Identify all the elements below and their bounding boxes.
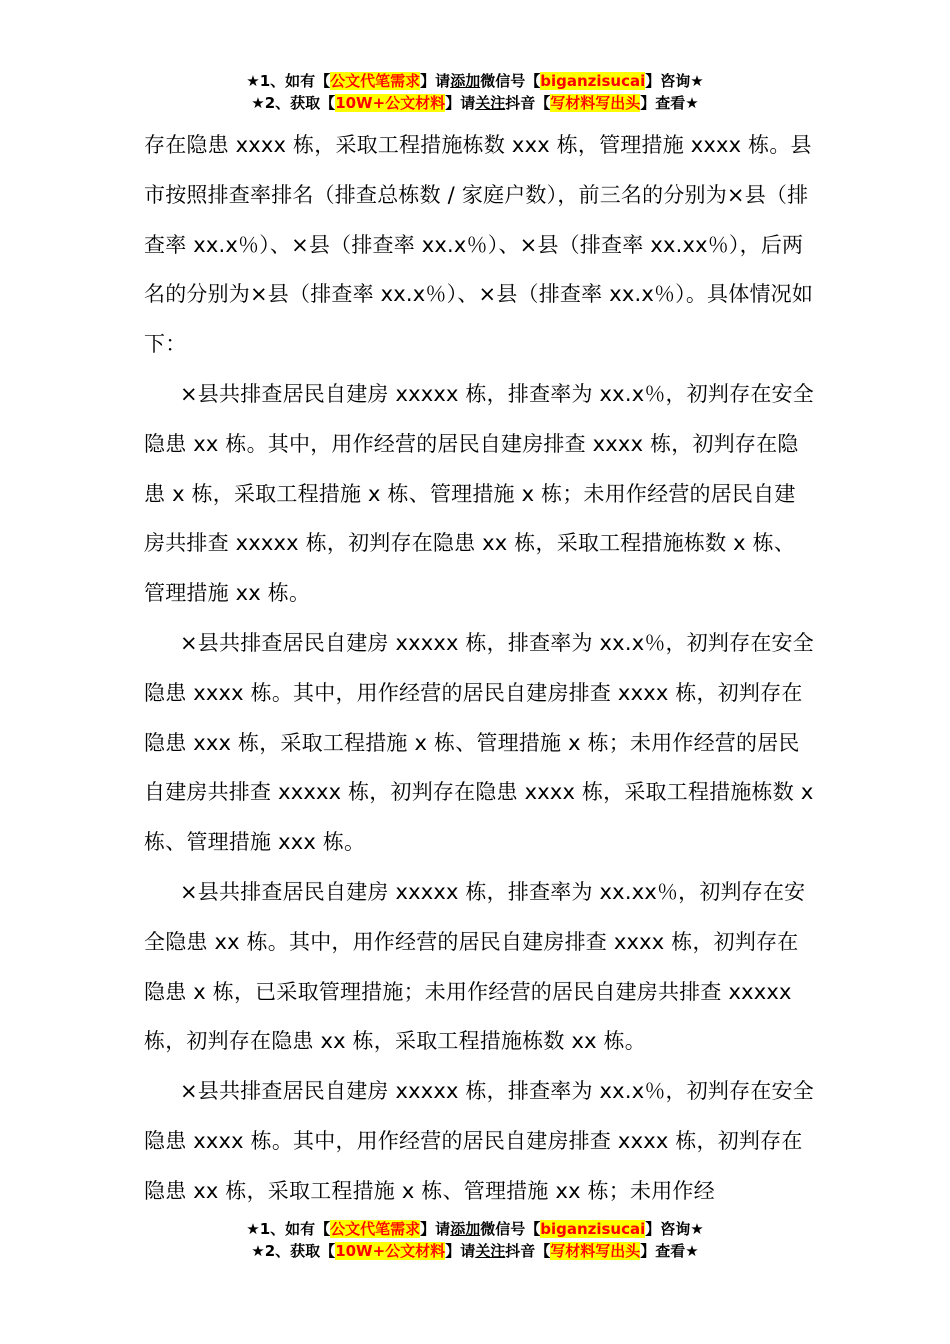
banner-text: 抖音【: [505, 1242, 551, 1260]
banner-emphasis: 添加: [450, 72, 481, 90]
banner-text: ★1、如有【: [246, 1220, 331, 1238]
banner-text: 】请: [420, 1220, 451, 1238]
banner-text: 微信号【: [480, 72, 541, 90]
banner-emphasis: 关注: [475, 94, 506, 112]
banner-text: 】咨询★: [645, 72, 704, 90]
banner-highlight: 公文代笔需求: [330, 72, 421, 90]
banner-line-1: [0, 1218, 950, 1240]
header-banner: [0, 70, 950, 114]
banner-wechat-id: biganzisucai: [540, 1220, 646, 1238]
banner-douyin-id: 写材料写出头: [550, 1242, 641, 1260]
banner-text: ★2、获取【: [251, 1242, 336, 1260]
document-body: [144, 121, 814, 1217]
paragraph-county-2: ×县共排查居民自建房 xxxxx 栋，排查率为 xx.x％，初判存在安全隐患 xxxx 栋。其中，用作经营的居民自建房排查 xxxx 栋，初判存在隐患 xxx 栋，采取工程措施 x 栋、管理措施 x 栋；未用作经营的居民自建房共排查 xxxxx 栋，初判存在隐患 xxxx 栋，采取工程措施栋数 x 栋、管理措施 xxx 栋。: [144, 630, 814, 855]
banner-highlight: 10W+公文材料: [335, 1242, 446, 1260]
paragraph-county-4: ×县共排查居民自建房 xxxxx 栋，排查率为 xx.x％，初判存在安全隐患 xxxx 栋。其中，用作经营的居民自建房排查 xxxx 栋，初判存在隐患 xx 栋，采取工程措施 x 栋、管理措施 xx 栋；未用作经: [144, 1079, 814, 1203]
footer-banner: [0, 1218, 950, 1262]
banner-highlight: 10W+公文材料: [335, 94, 446, 112]
banner-text: 】咨询★: [645, 1220, 704, 1238]
banner-line-2: [0, 1240, 950, 1262]
banner-highlight: 公文代笔需求: [330, 1220, 421, 1238]
banner-text: 微信号【: [480, 1220, 541, 1238]
banner-text: ★1、如有【: [246, 72, 331, 90]
banner-text: 】请: [445, 94, 476, 112]
banner-text: 】请: [420, 72, 451, 90]
banner-douyin-id: 写材料写出头: [550, 94, 641, 112]
paragraph-county-1: ×县共排查居民自建房 xxxxx 栋，排查率为 xx.x％，初判存在安全隐患 xx 栋。其中，用作经营的居民自建房排查 xxxx 栋，初判存在隐患 x 栋，采取工程措施 x 栋、管理措施 x 栋；未用作经营的居民自建房共排查 xxxxx 栋，初判存在隐患 xx 栋，采取工程措施栋数 x 栋、管理措施 xx 栋。: [144, 381, 814, 606]
paragraph-continuation: 存在隐患 xxxx 栋，采取工程措施栋数 xxx 栋，管理措施 xxxx 栋。县市按照排查率排名（排查总栋数 / 家庭户数），前三名的分别为×县（排查率 xx.x％）、×县（排查率 xx.x％）、×县（排查率 xx.xx％），后两名的分别为×县（排查率 xx.x％）、×县（排查率 xx.x％）。具体情况如下：: [144, 133, 814, 357]
banner-text: 】查看★: [640, 94, 699, 112]
paragraph-county-3: ×县共排查居民自建房 xxxxx 栋，排查率为 xx.xx％，初判存在安全隐患 xx 栋。其中，用作经营的居民自建房排查 xxxx 栋，初判存在隐患 x 栋，已采取管理措施；未用作经营的居民自建房共排查 xxxxx 栋，初判存在隐患 xx 栋，采取工程措施栋数 xx 栋。: [144, 879, 806, 1054]
banner-text: 】请: [445, 1242, 476, 1260]
banner-text: ★2、获取【: [251, 94, 336, 112]
banner-line-1: [0, 70, 950, 92]
banner-emphasis: 添加: [450, 1220, 481, 1238]
banner-line-2: [0, 92, 950, 114]
banner-text: 】查看★: [640, 1242, 699, 1260]
banner-text: 抖音【: [505, 94, 551, 112]
banner-emphasis: 关注: [475, 1242, 506, 1260]
banner-wechat-id: biganzisucai: [540, 72, 646, 90]
